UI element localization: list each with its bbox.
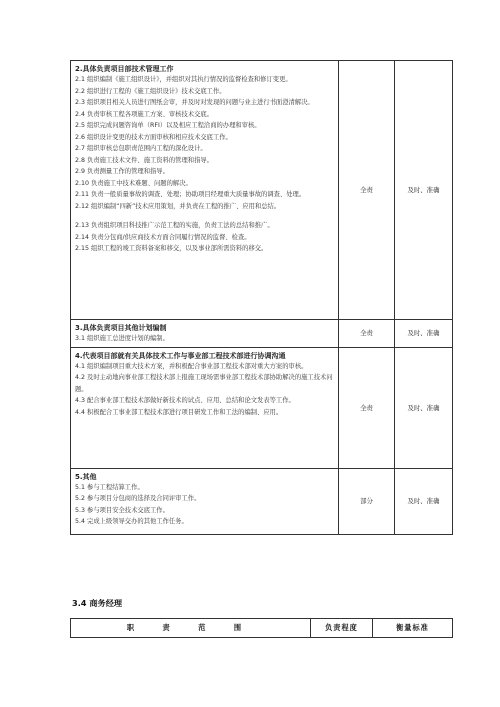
duty-item: 4.2 及时主动地向事业部工程技术部上报施工现场需事业部工程技术部协助解决的施工技术问题。 [75, 374, 333, 393]
duty-item: 2.11 负责一般质量事故的调查、处理；协助项目经理重大质量事故的调查、处理。 [75, 191, 306, 198]
duty-item: 2.5 组织完成问题咨询单（RFI）以及相应工程洽商的办理和审核。 [75, 122, 261, 129]
duty-table [70, 60, 453, 535]
duty-item: 2.10 负责施工中技术难题、问题的解决。 [75, 179, 192, 187]
duty-item: 2.8 负责施工技术文件、施工资料的管理和指导。 [75, 156, 213, 164]
duty-cell [71, 468, 339, 534]
section-heading: 5.其他 [75, 472, 97, 481]
header-responsibility-degree: 负责程度 [311, 619, 373, 638]
duty-item: 4.3 配合事业部工程技术部做好新技术的试点、应用、总结和论文发表等工作。 [75, 397, 295, 404]
duty-item: 2.4 负责审核工程各项施工方案、审核技术交底。 [75, 110, 213, 118]
responsibility-degree: 全责 [339, 320, 395, 348]
duty-cell [71, 320, 339, 348]
responsibility-degree: 全责 [339, 61, 395, 320]
duty-item: 2.7 组织审核总包职责范围内工程的深化设计。 [75, 145, 207, 152]
duty-item: 2.2 组织进行工程的《施工组织设计》技术交底工作。 [75, 87, 226, 95]
measurement-standard: 及时、准确 [395, 347, 453, 468]
duty-item: 2.12 组织编制“四新”技术应用策划，并负责在工程的推广、应用和总结。 [75, 202, 281, 210]
duty-item: 2.3 组织项目相关人员进行图纸会审，并及时对发现的问题与业主进行书面澄清解决。 [75, 99, 314, 106]
duty-item: 4.4 积极配合工事业部工程技术部进行项目研发工作和工法的编制、应用。 [75, 408, 283, 416]
table-row [71, 320, 453, 348]
header-duty-scope: 职 责 范 围 [71, 619, 311, 638]
measurement-standard: 及时、准确 [395, 468, 453, 534]
duty-item: 5.4 完成上级领导交办的其他工作任务。 [75, 518, 188, 525]
table-row [71, 468, 453, 534]
responsibility-degree: 全责 [339, 347, 395, 468]
section-title: 3.4 商务经理 [72, 598, 123, 608]
duty-item: 5.3 参与项目安全技术交底工作。 [75, 506, 169, 514]
table-row [71, 347, 453, 468]
duty-item: 4.1 组织编制项目重大技术方案，并积极配合事业部工程技术部对重大方案的审核。 [75, 362, 308, 370]
measurement-standard: 及时、准确 [395, 320, 453, 348]
duty-item: 2.14 负责分包商/供应商技术方面合同履行情况的监督、检查。 [75, 233, 251, 241]
duty-item: 2.13 负责组织项目科技推广示范工程的实施，负责工法的总结和推广。 [75, 222, 274, 229]
table-header-row [71, 619, 453, 638]
duty-cell [71, 347, 339, 468]
duty-item: 3.1 组织施工总进度计划的编制。 [75, 335, 169, 342]
header-measurement-standard: 衡量标准 [373, 619, 453, 638]
duty-item: 2.15 组织工程的竣工资料备案和移交，以及事业部所需资料的移交。 [75, 245, 268, 252]
next-table-header [70, 618, 453, 638]
responsibility-degree: 部分 [339, 468, 395, 534]
measurement-standard: 及时、准确 [395, 61, 453, 320]
table-row [71, 61, 453, 320]
section-heading: 3.具体负责项目其他计划编制 [75, 324, 167, 332]
section-heading: 4.代表项目部就有关具体技术工作与事业部工程技术部进行协调沟通 [75, 351, 286, 360]
duty-item: 2.6 组织设计变更的技术方面审核和相应技术交底工作。 [75, 133, 232, 141]
duty-item: 2.1 组织编制《施工组织设计》，并组织对其执行情况的监督检查和修订变更。 [75, 76, 292, 83]
duty-item: 5.1 参与工程结算工作。 [75, 483, 144, 491]
duty-cell [71, 61, 339, 320]
section-heading: 2.具体负责项目部技术管理工作 [75, 65, 174, 73]
duty-item: 5.2 参与项目分包商的选择及合同评审工作。 [75, 495, 201, 502]
duty-item: 2.9 负责测量工作的管理和指导。 [75, 168, 169, 175]
